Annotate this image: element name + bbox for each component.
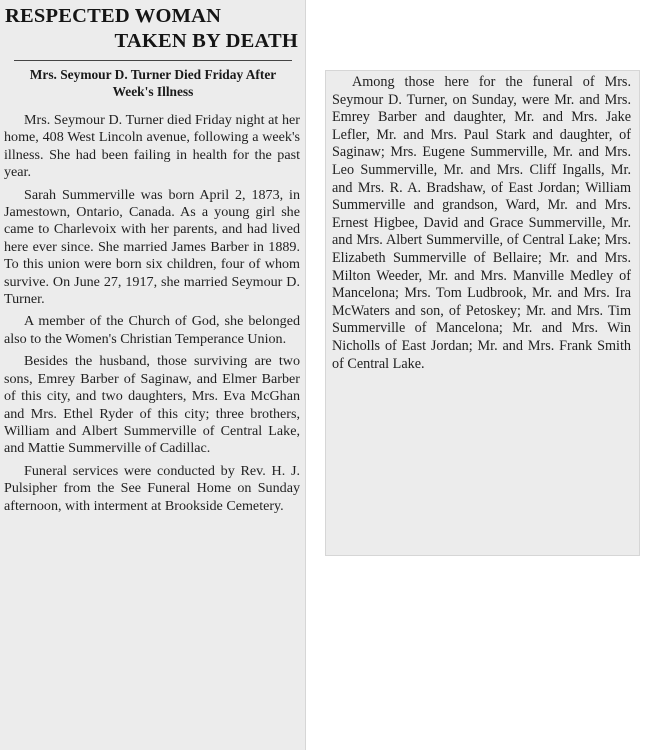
funeral-attendees-clipping bbox=[325, 70, 640, 556]
subheadline: Mrs. Seymour D. Turner Died Friday After Week's Illness bbox=[29, 67, 277, 99]
paragraph-death-notice: Mrs. Seymour D. Turner died Friday night at her home, 408 West Lincoln avenue, following a week's illness. She had been failing in health for the past year. bbox=[4, 112, 300, 181]
paragraph-survivors: Besides the husband, those surviving are two sons, Emrey Barber of Saginaw, and Elmer Barber of this city, and two daughters, Mrs. Eva McGhan and Mrs. Ethel Ryder of this city; three brothers, William and Albert Summerville of Central Lake, and Mattie Summerville of Cadillac. bbox=[4, 353, 300, 457]
obituary-clipping bbox=[0, 0, 306, 750]
paragraph-memberships: A member of the Church of God, she belonged also to the Women's Christian Temperance Union. bbox=[4, 313, 300, 347]
headline-line-1: RESPECTED WOMAN bbox=[5, 5, 222, 27]
headline-divider bbox=[14, 60, 292, 61]
paragraph-funeral-services: Funeral services were conducted by Rev. H. J. Pulsipher from the See Funeral Home on Sunday afternoon, with interment at Brookside Cemetery. bbox=[4, 462, 300, 514]
paragraph-funeral-attendees: Among those here for the funeral of Mrs. Seymour D. Turner, on Sunday, were Mr. and Mrs. Emrey Barber and daughter, Mr. and Mrs. Jake Lefler, Mr. and Mrs. Paul Stark and daughter, of Saginaw; Mrs. Eugene Summerville, Mr. and Mrs. Leo Summerville, Mr. and Mrs. Cliff Ingalls, Mr. and Mrs. R. A. Bradshaw, of East Jordan; William Summerville and grandson, Ward, Mr. and Mrs. Ernest Higbee, David and Grace Summerville, Mr. and Mrs. Albert Summerville, of Central Lake; Mrs. Elizabeth Summerville of Bellaire; Mr. and Mrs. Milton Weeder, Mr. and Mrs. Manville Medley of Mancelona; Mrs. Tom Ludbrook, Mr. and Mrs. Ira McWaters and son, of Petoskey; Mr. and Mrs. Tim Summerville of Mancelona; Mr. and Mrs. Win Nicholls of East Jordan; Mr. and Mrs. Frank Smith of Central Lake. bbox=[332, 74, 631, 372]
paragraph-biography: Sarah Summerville was born April 2, 1873, in Jamestown, Ontario, Canada. As a young girl she came to Charlevoix with her parents, and had lived here ever since. She married James Barber in 1889. To this union were born six children, four of whom survive. On June 27, 1917, she married Seymour D. Turner. bbox=[4, 186, 300, 308]
headline-line-2: TAKEN BY DEATH bbox=[114, 30, 298, 52]
